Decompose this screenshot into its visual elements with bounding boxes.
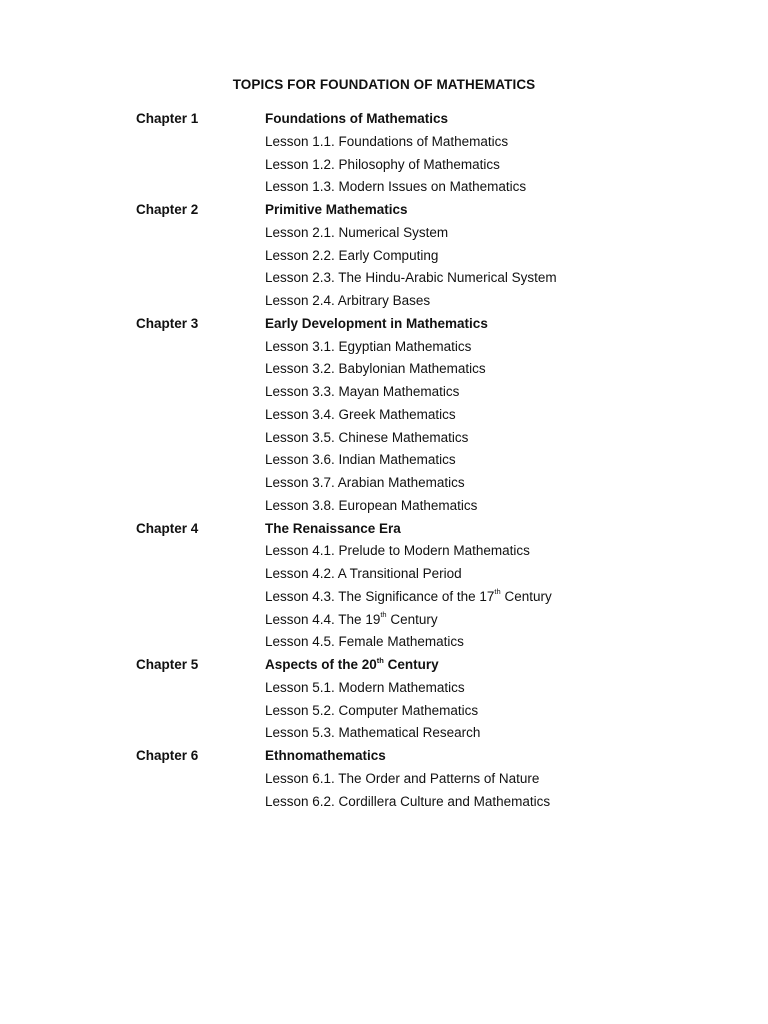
lesson-row xyxy=(136,245,696,268)
chapter-label: Chapter 3 xyxy=(136,315,199,331)
lesson-title: Lesson 3.7. Arabian Mathematics xyxy=(265,475,465,490)
lesson-row xyxy=(136,381,696,404)
chapter-title xyxy=(265,654,439,677)
lesson-title: Lesson 2.4. Arbitrary Bases xyxy=(265,293,431,308)
lesson-title: Lesson 1.3. Modern Issues on Mathematics xyxy=(265,179,527,195)
chapter-row xyxy=(136,199,696,222)
chapter-title: Ethnomathematics xyxy=(265,748,386,763)
text-part: Century xyxy=(383,657,439,672)
lesson-title: Lesson 5.3. Mathematical Research xyxy=(265,725,481,741)
lesson-title: Lesson 4.2. A Transitional Period xyxy=(265,566,462,581)
lesson-title: Lesson 2.2. Early Computing xyxy=(265,247,439,263)
lesson-row xyxy=(136,540,696,563)
lesson-title: Lesson 1.2. Philosophy of Mathematics xyxy=(265,156,500,172)
lesson-title: Lesson 3.3. Mayan Mathematics xyxy=(265,384,460,399)
superscript: th xyxy=(380,610,387,619)
document-title: TOPICS FOR FOUNDATION OF MATHEMATICS xyxy=(232,77,536,92)
lesson-row xyxy=(136,609,696,632)
lesson-row xyxy=(136,176,696,199)
lesson-title: Lesson 3.1. Egyptian Mathematics xyxy=(265,338,472,354)
table-of-contents xyxy=(136,108,696,813)
lesson-title: Lesson 3.6. Indian Mathematics xyxy=(265,452,456,468)
lesson-row xyxy=(136,700,696,723)
chapter-label: Chapter 5 xyxy=(136,657,199,672)
lesson-row xyxy=(136,768,696,791)
lesson-row xyxy=(136,131,696,154)
chapter-label: Chapter 4 xyxy=(136,520,199,536)
lesson-row xyxy=(136,722,696,745)
lesson-title: Lesson 1.1. Foundations of Mathematics xyxy=(265,133,509,149)
text-part: Aspects of the 20 xyxy=(265,657,377,672)
chapter-row xyxy=(136,108,696,131)
lesson-title: Lesson 2.3. The Hindu-Arabic Numerical System xyxy=(265,270,557,286)
chapter-row xyxy=(136,654,696,677)
lesson-title: Lesson 3.4. Greek Mathematics xyxy=(265,406,456,422)
superscript: th xyxy=(494,587,501,597)
lesson-row xyxy=(136,222,696,245)
lesson-title: Lesson 5.2. Computer Mathematics xyxy=(265,702,479,718)
text-part: Century xyxy=(500,588,552,604)
lesson-row xyxy=(136,472,696,495)
lesson-title: Lesson 6.1. The Order and Patterns of Nature xyxy=(265,770,540,786)
chapter-title: Primitive Mathematics xyxy=(265,202,408,217)
chapter-label: Chapter 6 xyxy=(136,748,199,763)
chapter-title: Foundations of Mathematics xyxy=(265,111,449,126)
lesson-title: Lesson 5.1. Modern Mathematics xyxy=(265,679,465,695)
chapter-row xyxy=(136,518,696,541)
lesson-title: Lesson 3.5. Chinese Mathematics xyxy=(265,429,469,445)
lesson-row xyxy=(136,290,696,313)
lesson-row xyxy=(136,267,696,290)
lesson-title: Lesson 4.5. Female Mathematics xyxy=(265,634,464,650)
lesson-row xyxy=(136,358,696,381)
lesson-row xyxy=(136,336,696,359)
text-part: Lesson 4.3. The Significance of the 17 xyxy=(265,588,495,604)
lesson-title: Lesson 4.1. Prelude to Modern Mathematics xyxy=(265,543,530,559)
lesson-row xyxy=(136,427,696,450)
lesson-title: Lesson 2.1. Numerical System xyxy=(265,224,449,240)
chapter-row xyxy=(136,313,696,336)
lesson-row xyxy=(136,404,696,427)
lesson-row xyxy=(136,495,696,518)
lesson-row xyxy=(136,154,696,177)
lesson-title xyxy=(265,586,552,609)
lesson-row xyxy=(136,563,696,586)
lesson-row xyxy=(136,449,696,472)
lesson-row xyxy=(136,791,696,814)
chapter-row xyxy=(136,745,696,768)
lesson-title: Lesson 3.2. Babylonian Mathematics xyxy=(265,361,486,377)
chapter-label: Chapter 2 xyxy=(136,202,199,217)
lesson-row xyxy=(136,677,696,700)
lesson-title: Lesson 3.8. European Mathematics xyxy=(265,497,478,513)
chapter-label: Chapter 1 xyxy=(136,111,199,126)
chapter-title: The Renaissance Era xyxy=(265,520,401,536)
lesson-title xyxy=(265,609,438,632)
text-part: Century xyxy=(386,611,438,627)
superscript: th xyxy=(376,655,384,665)
text-part: Lesson 4.4. The 19 xyxy=(265,611,381,627)
lesson-row xyxy=(136,631,696,654)
lesson-row xyxy=(136,586,696,609)
chapter-title: Early Development in Mathematics xyxy=(265,315,488,331)
lesson-title: Lesson 6.2. Cordillera Culture and Mathematics xyxy=(265,793,551,809)
